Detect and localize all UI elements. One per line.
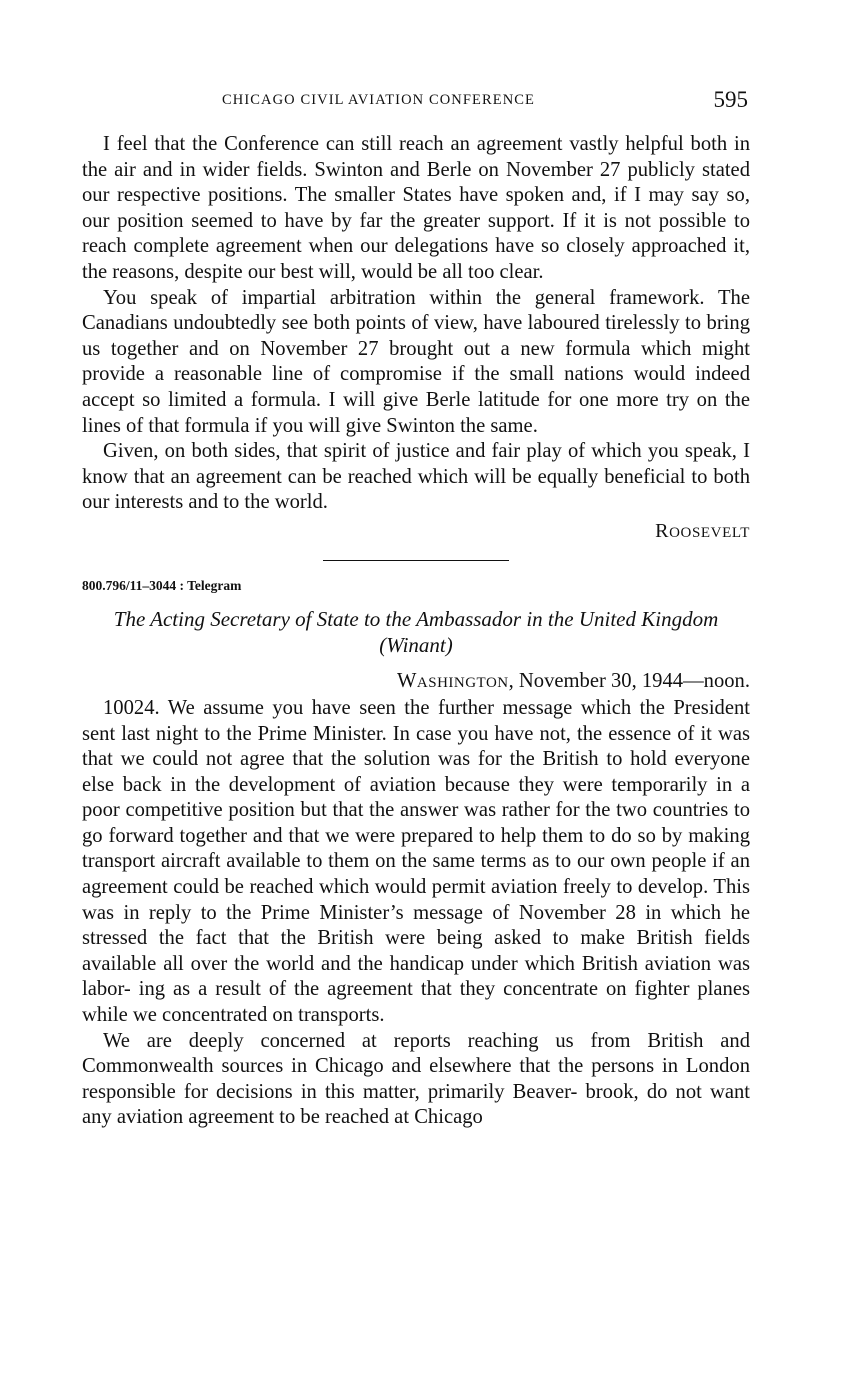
place-initial: W [396,669,417,692]
letter-paragraph: Given, on both sides, that spirit of justice and fair play of which you speak, I know that an agreement can be reached which will be equally beneficial to both our interests and to the world. [82,440,750,514]
signature-initial: R [655,519,670,542]
document-page [82,88,750,1131]
signature [82,520,750,542]
letter-paragraph: I feel that the Conference can still reach an agreement vastly helpful both in the air and in wider fields. Swinton and Berle on November 27 publicly stated our respective positions. The smaller States have spoken and, if I may say so, our position seemed to have by far the greater support. If it is not possible to reach complete agreement when our delegations have so closely approached it, the reasons, despite our best will, would be all too clear. [82,133,750,283]
place-rest: ASHINGTON [416,674,509,691]
signature-rest: OOSEVELT [669,524,750,541]
document-title: The Acting Secretary of State to the Ambassador in the United Kingdom (Winant) [113,606,719,657]
letter-body [82,132,750,516]
section-divider [323,560,509,561]
page-number: 595 [713,87,748,112]
telegram-body [82,696,750,1131]
dateline-place [396,669,509,692]
running-header [82,88,750,116]
dateline [82,670,750,696]
file-reference: 800.796/11–3044 : Telegram [82,577,242,593]
dateline-date: , November 30, 1944—noon. [508,669,750,692]
telegram-paragraph: We are deeply concerned at reports reaching us from British and Commonwealth sources in Chicago and elsewhere that the persons in London responsible for decisions in this matter, primarily Beaver- brook, do not want any aviation agreement to be reached at Chicago [82,1029,750,1129]
telegram-paragraph: 10024. We assume you have seen the further message which the President sent last night to the Prime Minister. In case you have not, the essence of it was that we could not agree that the solution was for the British to hold everyone else back in the development of aviation because they were temporarily in a poor competitive position but that the answer was rather for the two countries to go forward together and that we were prepared to help them to do so by making transport aircraft available to them on the same terms as to our own people if an agreement could be reached which would permit aviation freely to develop. This was in reply to the Prime Minister’s message of November 28 in which he stressed the fact that the British were being asked to make British fields available all over the world and the handicap under which British aviation was labor- ing as a result of the agreement that they concentrate on fighter planes while we concentrated on transports. [82,696,750,1027]
running-title: CHICAGO CIVIL AVIATION CONFERENCE [222,92,536,108]
letter-paragraph: You speak of impartial arbitration within the general framework. The Canadians undoubtedly see both points of view, have laboured tirelessly to bring us together and on November 27 brought out a new formula which might provide a reasonable line of compromise if the small nations would indeed accept so limited a formula. I will give Berle latitude for one more try on the lines of that formula if you will give Swinton the same. [82,286,750,437]
